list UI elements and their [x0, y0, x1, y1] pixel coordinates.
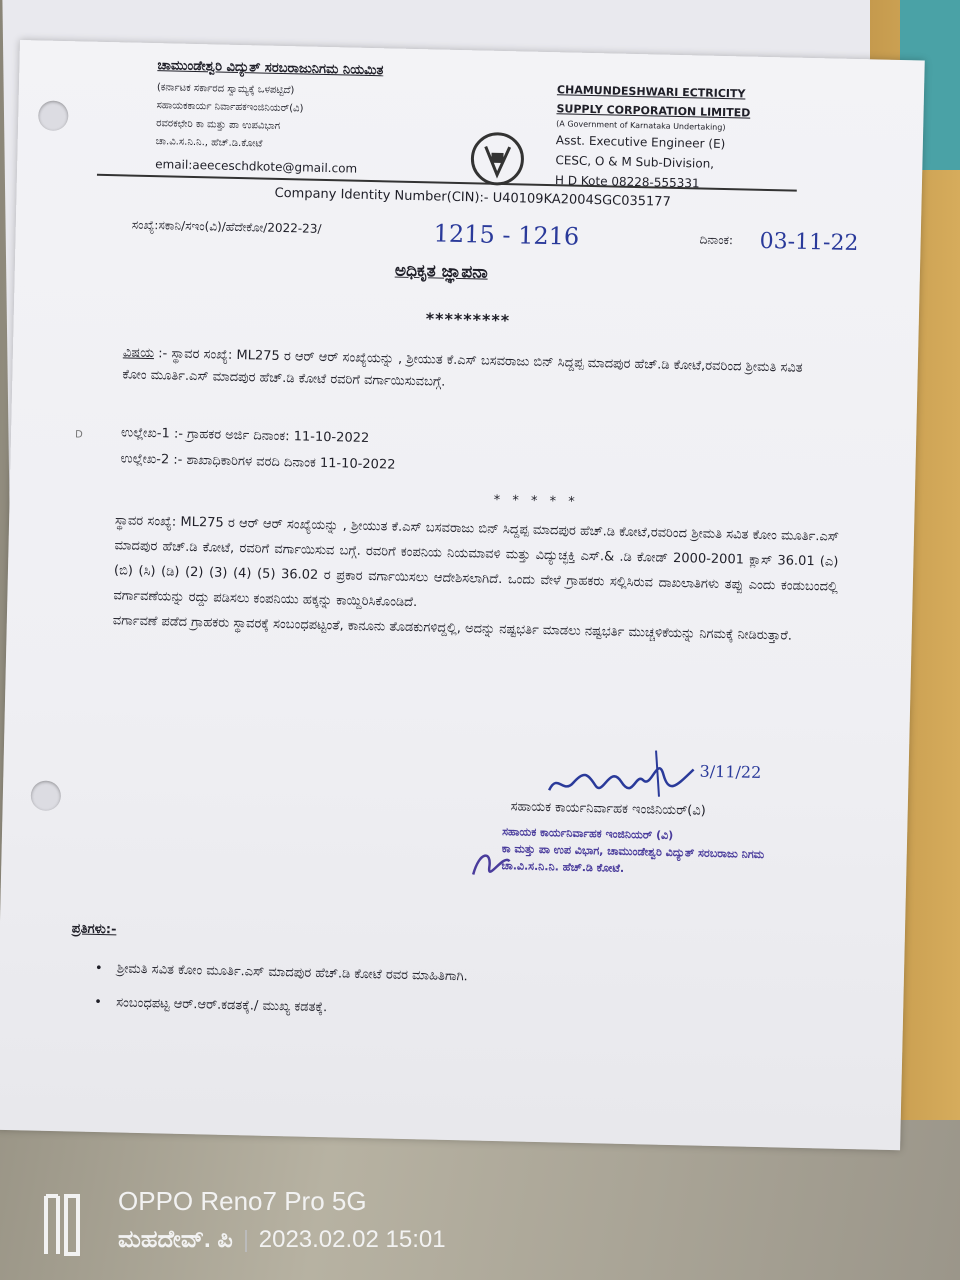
org-name-english-2: SUPPLY CORPORATION LIMITED — [556, 102, 751, 120]
title-stars: ********* — [425, 309, 511, 331]
subject-label: ವಿಷಯ — [122, 345, 155, 362]
seal-line: ಚಾ.ವಿ.ಸ.ನಿ.ನಿ. ಹೆಚ್.ಡಿ ಕೋಟೆ. — [501, 859, 625, 875]
office-seal — [501, 823, 822, 881]
gov-note-english: (A Government of Karnataka Undertaking) — [556, 119, 726, 133]
reference-number-handwritten: 1215 - 1216 — [433, 219, 580, 251]
officer-title: Asst. Executive Engineer (E) — [555, 133, 726, 152]
signature-date: 3/11/22 — [699, 761, 762, 783]
subject-text: :- ಸ್ಥಾವರ ಸಂಖ್ಯೆ: ML275 ರ ಆರ್ ಆರ್ ಸಂಖ್ಯೆಯನ್ನು , ಶ್ರೀಯುತ ಕೆ.ಎಸ್ ಬಸವರಾಜು ಬಿನ್ ಸಿದ್ದಪ್ಪ ಮಾದಪುರ ಹೆಚ್.ಡಿ ಕೋಟೆ,ರವರಿಂದ ಶ್ರೀಮತಿ ಸವಿತ ಕೋಂ ಮೂರ್ತಿ.ಎಸ್ ಮಾದಪುರ ಹೆಚ್.ಡಿ ಕೋಟೆ ರವರಿಗೆ ವರ್ಗಾಯಿಸುವಬಗ್ಗೆ. — [122, 346, 803, 390]
watermark-separator — [245, 1230, 247, 1252]
section-stars: * * * * * — [493, 492, 579, 510]
reference-item: ಉಲ್ಲೇಖ-1 :- ಗ್ರಾಹಕರ ಅರ್ಜಿ ದಿನಾಂಕ: 11-10-2022 — [120, 425, 370, 447]
copy-item: • ಶ್ರೀಮತಿ ಸವಿತ ಕೋಂ ಮೂರ್ತಿ.ಎಸ್ ಮಾದಪುರ ಹೆಚ್.ಡಿ ಕೋಟೆ ರವರ ಮಾಹಿತಿಗಾಗಿ. — [95, 952, 469, 994]
watermark-model: OPPO Reno7 Pro 5G — [118, 1186, 367, 1216]
letterhead-kannada — [155, 57, 478, 180]
watermark-timestamp: 2023.02.02 15:01 — [258, 1226, 446, 1253]
org-name-kannada: ಚಾಮುಂಡೇಶ್ವರಿ ವಿದ್ಯುತ್ ಸರಬರಾಜುನಿಗಮ ನಿಯಮಿತ — [157, 58, 384, 79]
watermark-author: ಮಹದೇವ್. ಪಿ — [118, 1226, 233, 1253]
document-title: ಅಧಿಕೃತ ಜ್ಞಾಪನಾ — [394, 260, 488, 283]
body-paragraph: ಸ್ಥಾವರ ಸಂಖ್ಯೆ: ML275 ರ ಆರ್ ಆರ್ ಸಂಖ್ಯೆಯನ್ನು , ಶ್ರೀಯುತ ಕೆ.ಎಸ್ ಬಸವರಾಜು ಬಿನ್ ಸಿದ್ದಪ್ಪ ಮಾದಪುರ ಹೆಚ್.ಡಿ ಕೋಟೆ,ರವರಿಂದ ಶ್ರೀಮತಿ ಸವಿತ ಕೋಂ ಮೂರ್ತಿ.ಎಸ್ ಮಾದಪುರ ಹೆಚ್.ಡಿ ಕೋಟೆ, ರವರಿಗೆ ವರ್ಗಾಯಿಸುವ ಬಗ್ಗೆ. ರವರಿಗೆ ಕಂಪನಿಯ ನಿಯಮಾವಳಿ ಮತ್ತು ವಿದ್ಯುಚ್ಛಕ್ತಿ ಎಸ್.& .ಡಿ ಕೋಡ್ 2000-2001 ಕ್ಲಾಸ್ 36.01 (ಎ) (ಬಿ) (ಸಿ) (ಡಿ) (2) (3) (4) (5) 36.02 ರ ಪ್ರಕಾರ ವರ್ಗಾಯಿಸಲು ಆದೇಶಿಸಲಾಗಿದೆ. ಒಂದು ವೇಳೆ ಗ್ರಾಹಕರು ಸಲ್ಲಿಸಿರುವ ದಾಖಲಾತಿಗಳು ತಪ್ಪು ಎಂದು ಕಂಡುಬಂದಲ್ಲಿ ವರ್ಗಾವಣೆಯನ್ನು ರದ್ದು ಪಡಿಸಲು ಕಂಪನಿಯು ಹಕ್ಕನ್ನು ಕಾಯ್ದಿರಿಸಿಕೊಂಡಿದೆ. — [113, 513, 840, 611]
org-name-english-1: CHAMUNDESHWARI ECTRICITY — [556, 83, 746, 101]
seal-line: ಸಹಾಯಕ ಕಾರ್ಯನಿರ್ವಾಹಕ ಇಂಜಿನಿಯರ್ (ವಿ) — [502, 825, 674, 843]
subject — [122, 342, 813, 402]
cin-number: Company Identity Number(CIN):- U40109KA2004SGC035177 — [274, 185, 671, 210]
reference-item: ಉಲ್ಲೇಖ-2 :- ಶಾಖಾಧಿಕಾರಿಗಳ ವರದಿ ದಿನಾಂಕ 11-10-2022 — [120, 451, 396, 473]
signatory-designation: ಸಹಾಯಕ ಕಾರ್ಯನಿರ್ವಾಹಕ ಇಂಜಿನಿಯರ್(ವಿ) — [510, 799, 706, 819]
place-kannada: ಚಾ.ವಿ.ಸ.ನಿ.ನಿ., ಹೆಚ್.ಡಿ.ಕೋಟೆ — [155, 136, 263, 150]
body-paragraph: ವರ್ಗಾವಣೆ ಪಡೆದ ಗ್ರಾಹಕರು ಸ್ಥಾವರಕ್ಕೆ ಸಂಬಂಧಪಟ್ಟಂತೆ, ಕಾನೂನು ತೊಡಕುಗಳಿದ್ದಲ್ಲಿ, ಅದನ್ನು ನಷ್ಟಭರ್ತಿ ಮಾಡಲು ನಷ್ಟಭರ್ತಿ ಮುಚ್ಚಳಿಕೆಯನ್ನು ನಿಗಮಕ್ಕೆ ನೀಡಿರುತ್ತಾರೆ. — [112, 613, 793, 644]
gov-note-kannada: (ಕರ್ನಾಟಕ ಸರ್ಕಾರದ ಸ್ವಾಮ್ಯಕ್ಕೆ ಒಳಪಟ್ಟಿದೆ) — [156, 82, 295, 97]
seal-line: ಕಾ ಮತ್ತು ಪಾ ಉಪ ವಿಭಾಗ, ಚಾಮುಂಡೇಶ್ವರಿ ವಿದ್ಯುತ್ ಸರಬರಾಜು ನಿಗಮ — [501, 842, 765, 862]
watermark-footer — [118, 1226, 446, 1254]
memo-body — [113, 508, 840, 649]
reference-list — [120, 420, 396, 478]
document-page — [0, 40, 925, 1150]
margin-mark: D — [74, 429, 83, 441]
division-kannada: ರವರಕಛೇರಿ ಕಾ ಮತ್ತು ಪಾ ಉಪವಿಭಾಗ — [156, 118, 281, 132]
handwritten-signature — [543, 742, 704, 806]
date-handwritten: 03-11-22 — [759, 228, 859, 257]
date-label: ದಿನಾಂಕ: — [699, 232, 734, 248]
camera-brand-icon — [40, 1190, 84, 1260]
letterhead-english — [555, 80, 817, 196]
punch-hole — [31, 780, 62, 811]
phone: H D Kote 08228-555331 — [554, 173, 700, 191]
subdivision: CESC, O & M Sub-Division, — [555, 153, 715, 171]
office-kannada: ಸಹಾಯಕಕಾರ್ಯ ನಿರ್ವಾಹಕಇಂಜಿನಿಯರ್(ವಿ) — [156, 100, 304, 115]
copies-heading: ಪ್ರತಿಗಳು:- — [71, 921, 117, 938]
copy-item: • ಸಂಬಂಧಪಟ್ಟ ಆರ್.ಆರ್.ಕಡತಕ್ಕೆ./ ಮುಖ್ಯ ಕಡತಕ್ಕೆ. — [94, 986, 468, 1028]
cesc-logo-icon — [469, 130, 526, 187]
punch-hole — [38, 100, 69, 131]
reference-prefix: ಸಂಖ್ಯೆ:ಸಕಾನಿ/ಸಇಂ(ವಿ)/ಹೆದೇಕೋ/2022-23/ — [131, 217, 322, 236]
copies-list — [94, 952, 468, 1028]
email-address: email:aeeceschdkote@gmail.com — [155, 157, 358, 176]
